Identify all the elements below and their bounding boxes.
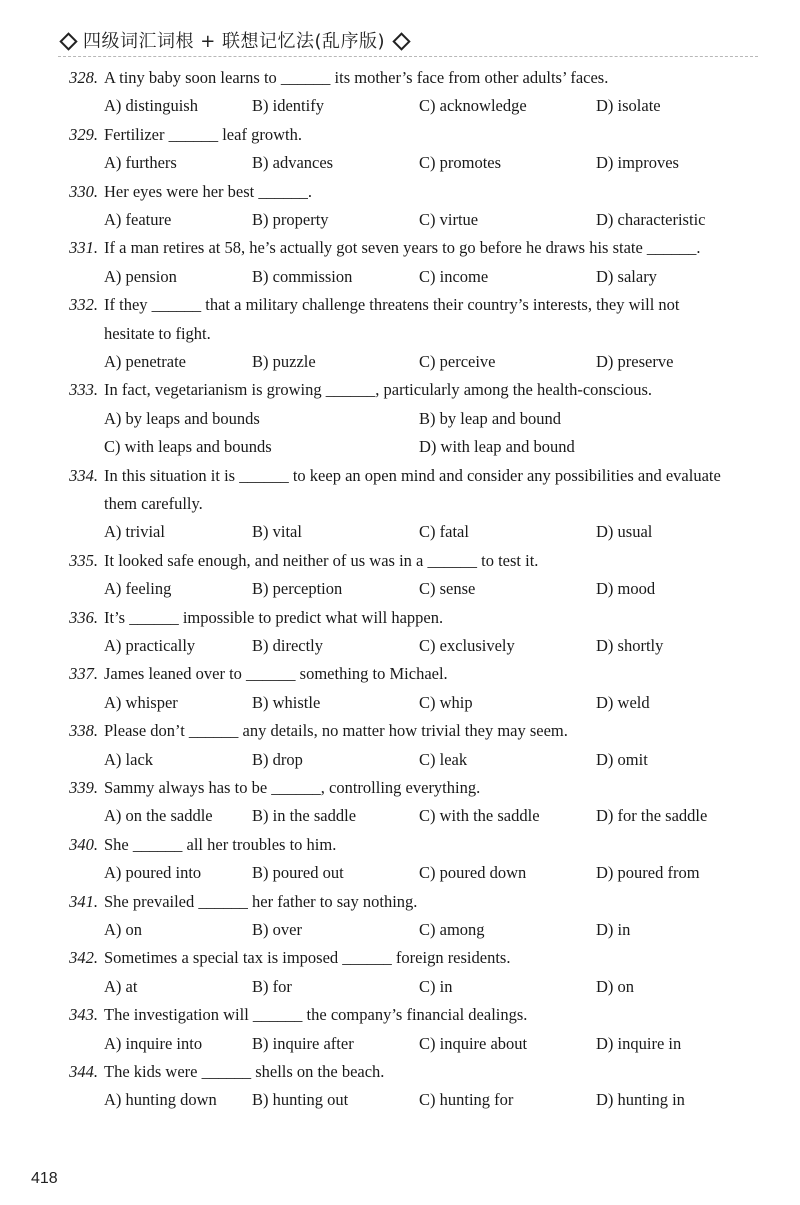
question-332 [0, 291, 800, 376]
option-d: D) preserve [596, 352, 674, 371]
question-stem: The investigation will ______ the company’s financial dealings. [104, 1005, 528, 1025]
question-number: 334. [69, 465, 98, 485]
option-b: B) hunting out [252, 1090, 349, 1110]
option-d: D) with leap and bound [419, 437, 575, 457]
option-d: D) in [596, 919, 631, 939]
option-d: D) for the saddle [596, 806, 708, 826]
option-a: A) feeling [104, 579, 172, 599]
question-341 [0, 888, 800, 945]
option-b: B) directly [252, 636, 324, 655]
question-list [0, 64, 800, 1115]
option-d: D) on [596, 976, 635, 996]
question-stem: She prevailed ______ her father to say nothing. [104, 891, 418, 911]
option-d: D) isolate [596, 96, 661, 116]
option-c: C) whip [419, 692, 473, 712]
question-number: 329. [69, 124, 98, 144]
option-a: A) at [104, 976, 138, 996]
question-stem: If a man retires at 58, he’s actually got seven years to go before he draws his state ______. [104, 238, 701, 258]
question-344 [0, 1058, 800, 1115]
option-b: B) inquire after [252, 1033, 354, 1053]
option-c: C) inquire about [419, 1033, 528, 1053]
question-number: 331. [69, 238, 98, 258]
question-stem: If they ______ that a military challenge threatens their country’s interests, they will not hesitate to fight. [104, 295, 680, 343]
option-c: C) promotes [419, 153, 502, 173]
option-d: D) characteristic [596, 210, 706, 229]
option-c: C) poured down [419, 863, 527, 883]
option-c: C) perceive [419, 352, 496, 371]
option-d: D) inquire in [596, 1033, 682, 1053]
option-c: C) acknowledge [419, 96, 527, 116]
option-b: B) drop [252, 749, 303, 769]
question-stem: Fertilizer ______ leaf growth. [104, 124, 302, 144]
option-a: A) practically [104, 636, 196, 655]
option-b: B) identify [252, 96, 324, 116]
option-a: A) penetrate [104, 352, 186, 371]
option-b: B) property [252, 210, 329, 229]
question-number: 344. [69, 1061, 98, 1081]
option-d: D) salary [596, 266, 657, 286]
question-number: 335. [69, 550, 98, 570]
header-title-row [58, 27, 416, 53]
option-b: B) poured out [252, 863, 344, 883]
question-334 [0, 462, 800, 547]
option-c: C) among [419, 919, 485, 939]
option-d: D) usual [596, 522, 653, 542]
option-d: D) weld [596, 692, 650, 712]
question-330 [0, 178, 800, 235]
option-c: C) with the saddle [419, 806, 540, 826]
question-338 [0, 717, 800, 774]
question-stem: In fact, vegetarianism is growing ______, particularly among the health-conscious. [104, 380, 653, 400]
option-b: B) vital [252, 522, 302, 542]
option-b: B) whistle [252, 692, 321, 712]
question-stem: James leaned over to ______ something to Michael. [104, 664, 448, 684]
question-329 [0, 121, 800, 178]
option-c: C) hunting for [419, 1090, 514, 1110]
question-339 [0, 774, 800, 831]
question-number: 333. [69, 380, 98, 400]
option-b: B) perception [252, 579, 343, 599]
option-a: A) on [104, 919, 143, 939]
option-c: C) leak [419, 749, 468, 769]
question-number: 328. [69, 68, 98, 87]
option-c: C) exclusively [419, 636, 515, 655]
question-343 [0, 1001, 800, 1058]
option-a: A) whisper [104, 692, 178, 712]
diamond-icon [392, 32, 410, 50]
header-divider [58, 56, 758, 57]
option-a: A) trivial [104, 522, 165, 542]
question-342 [0, 944, 800, 1001]
option-d: D) poured from [596, 863, 700, 883]
option-a: A) pension [104, 266, 177, 286]
question-stem: It’s ______ impossible to predict what will happen. [104, 607, 444, 627]
option-c: C) in [419, 976, 453, 996]
option-a: A) distinguish [104, 96, 198, 116]
question-stem: Her eyes were her best ______. [104, 181, 313, 201]
option-c: C) virtue [419, 210, 479, 229]
question-stem: It looked safe enough, and neither of us was in a ______ to test it. [104, 550, 539, 570]
option-d: D) shortly [596, 636, 664, 655]
question-stem: Sometimes a special tax is imposed ______ foreign residents. [104, 948, 511, 968]
option-a: A) lack [104, 749, 154, 769]
question-328 [0, 64, 800, 121]
option-a: A) poured into [104, 863, 202, 883]
question-number: 340. [69, 834, 98, 854]
option-b: B) in the saddle [252, 806, 357, 826]
question-number: 343. [69, 1005, 98, 1025]
option-d: D) mood [596, 579, 656, 599]
option-c: C) sense [419, 579, 476, 599]
option-d: D) hunting in [596, 1090, 685, 1110]
option-a: A) feature [104, 210, 172, 229]
question-stem: A tiny baby soon learns to ______ its mother’s face from other adults’ faces. [104, 68, 609, 87]
question-stem: She ______ all her troubles to him. [104, 834, 337, 854]
question-stem: The kids were ______ shells on the beach. [104, 1061, 385, 1081]
question-number: 332. [69, 295, 98, 315]
option-b: B) advances [252, 153, 334, 173]
option-c: C) with leaps and bounds [104, 437, 272, 457]
question-stem: Please don’t ______ any details, no matter how trivial they may seem. [104, 721, 568, 741]
option-a: A) hunting down [104, 1090, 217, 1110]
page-number: 418 [31, 1170, 58, 1187]
option-a: A) inquire into [104, 1033, 203, 1053]
question-number: 337. [69, 664, 98, 684]
option-b: B) for [252, 976, 292, 996]
question-stem: In this situation it is ______ to keep an open mind and consider any possibilities and evaluate them carefully. [104, 465, 721, 513]
question-337 [0, 660, 800, 717]
question-number: 336. [69, 607, 98, 627]
question-333 [0, 376, 800, 461]
option-d: D) omit [596, 749, 648, 769]
question-number: 342. [69, 948, 98, 968]
option-b: B) commission [252, 266, 353, 286]
question-number: 341. [69, 891, 98, 911]
option-d: D) improves [596, 153, 679, 173]
question-340 [0, 831, 800, 888]
option-c: C) fatal [419, 522, 469, 542]
question-336 [0, 604, 800, 661]
header-title: 四级词汇词根 + 联想记忆法(乱序版) [83, 31, 386, 52]
page-header [58, 20, 758, 56]
question-number: 338. [69, 721, 98, 741]
option-a: A) on the saddle [104, 806, 213, 826]
option-b: B) over [252, 919, 302, 939]
option-a: A) furthers [104, 153, 177, 173]
option-b: B) puzzle [252, 352, 316, 371]
question-number: 330. [69, 181, 98, 201]
diamond-icon [59, 32, 77, 50]
question-331 [0, 234, 800, 291]
question-number: 339. [69, 777, 98, 797]
question-335 [0, 547, 800, 604]
option-c: C) income [419, 266, 489, 286]
option-b: B) by leap and bound [419, 408, 562, 428]
option-a: A) by leaps and bounds [104, 408, 260, 428]
question-stem: Sammy always has to be ______, controlling everything. [104, 777, 481, 797]
